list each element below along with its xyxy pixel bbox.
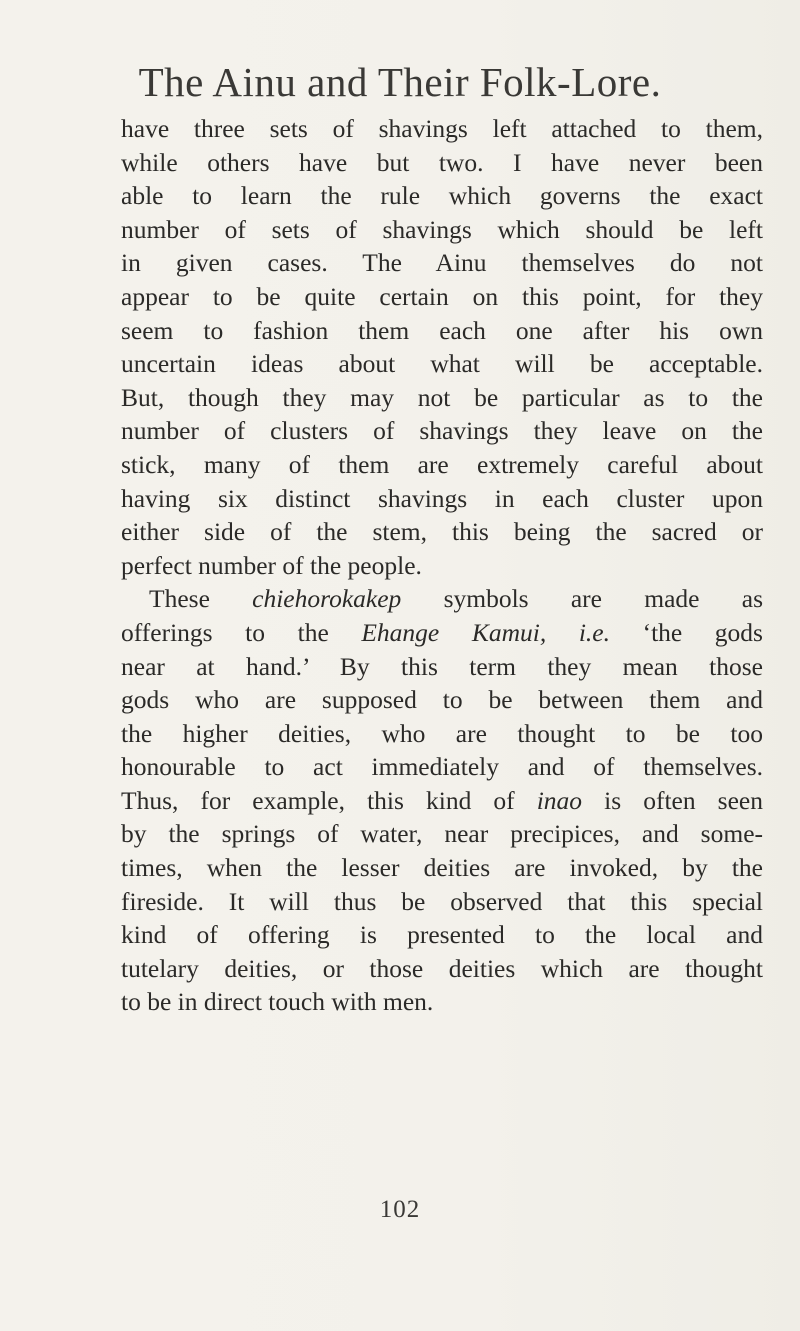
text-line: But, though they may not be particular as to the <box>121 382 763 412</box>
text-line: seem to fashion them each one after his own <box>121 315 763 345</box>
running-head: The Ainu and Their Folk-Lore. <box>138 59 662 105</box>
text-line: perfect number of the people. <box>121 550 422 580</box>
text-run: offerings to the <box>121 617 362 647</box>
text-line: number of clusters of shavings they leave on the <box>121 416 763 446</box>
text-line <box>121 784 763 818</box>
text-line: have three sets of shavings left attached to them, <box>121 114 763 143</box>
text-line: while others have but two. I have never been <box>121 147 763 177</box>
text-line: honourable to act immediately and of themselves. <box>121 752 763 782</box>
text-line: gods who are supposed to be between them and <box>121 685 763 715</box>
text-run: is often seen <box>582 785 763 815</box>
text-line: tutelary deities, or those deities which are thought <box>121 953 763 983</box>
text-line: appear to be quite certain on this point, for they <box>121 281 763 311</box>
italic-term: Ehange Kamui, i.e. <box>361 617 610 647</box>
text-line: fireside. It will thus be observed that this special <box>121 886 763 916</box>
text-line: able to learn the rule which governs the exact <box>121 181 763 211</box>
text-line: having six distinct shavings in each cluster upon <box>121 483 763 513</box>
body-text <box>121 112 763 1019</box>
text-line: near at hand.’ By this term they mean those <box>121 651 763 681</box>
text-line: times, when the lesser deities are invoked, by the <box>121 853 763 883</box>
text-line: number of sets of shavings which should be left <box>121 214 763 244</box>
text-run: Thus, for example, this kind of <box>121 785 537 815</box>
text-run: symbols are made as <box>401 584 763 614</box>
text-line <box>121 616 763 650</box>
text-line: uncertain ideas about what will be acceptable. <box>121 349 763 379</box>
page-number: 102 <box>379 1196 421 1223</box>
italic-term: inao <box>536 785 583 815</box>
text-line: to be in direct touch with men. <box>121 987 434 1017</box>
text-line: by the springs of water, near precipices, and some- <box>121 819 763 849</box>
italic-term: chiehorokakep <box>252 584 402 614</box>
text-line: stick, many of them are extremely careful about <box>121 449 763 479</box>
text-line: in given cases. The Ainu themselves do not <box>121 248 763 278</box>
text-line <box>121 582 763 616</box>
text-run: ‘the gods <box>609 617 763 647</box>
text-line: kind of offering is presented to the local and <box>121 920 763 950</box>
text-line: either side of the stem, this being the sacred or <box>121 517 763 547</box>
text-line: the higher deities, who are thought to be too <box>121 718 763 748</box>
text-run: These <box>149 584 253 614</box>
